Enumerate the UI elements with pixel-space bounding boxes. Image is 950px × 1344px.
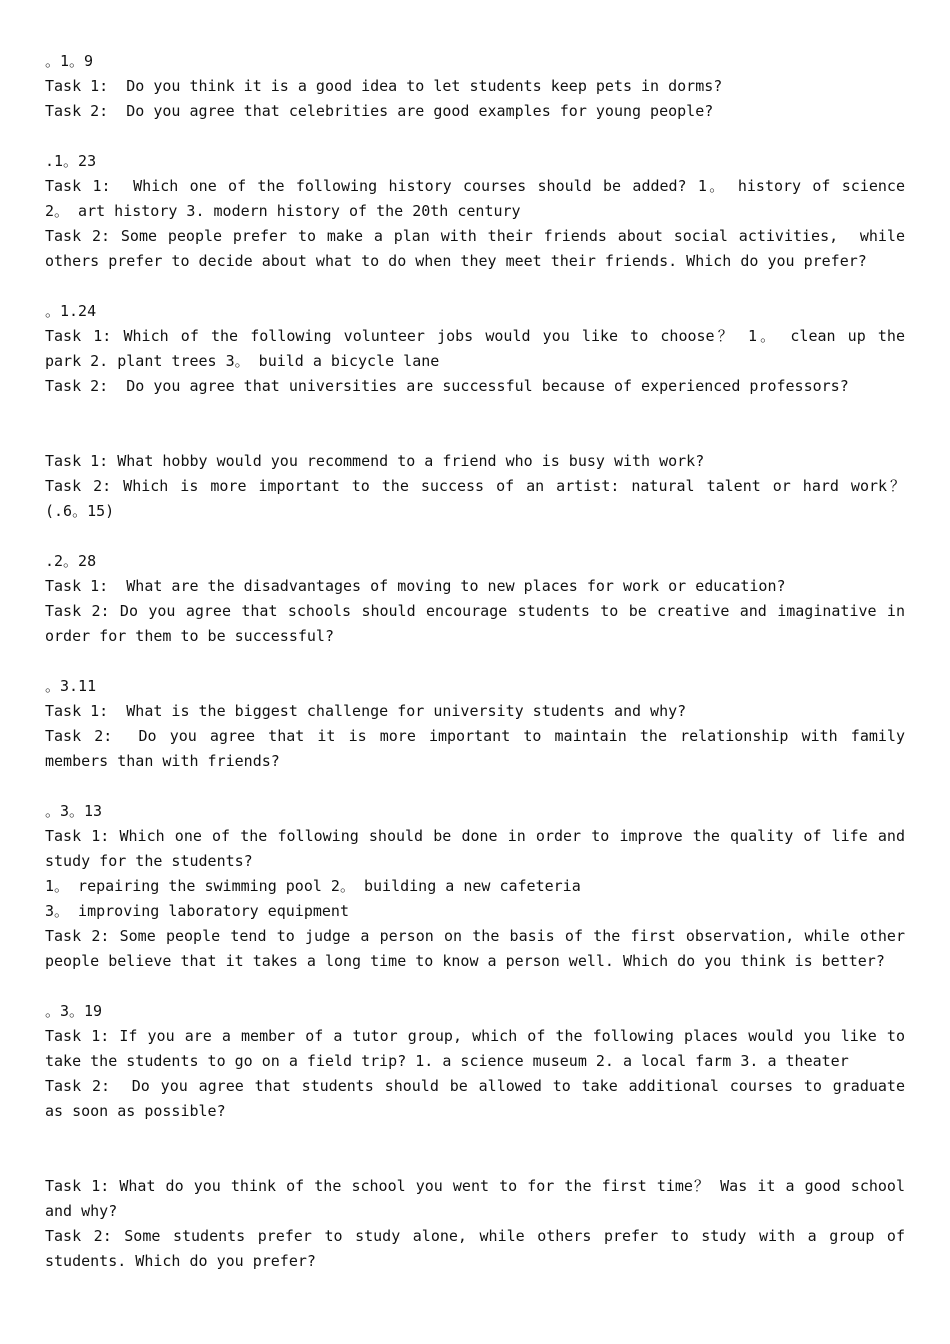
blank-line [45,774,905,799]
task-line: Task 2: Do you agree that schools should encourage students to be creative and imaginative in [45,602,905,620]
task-line: members than with friends? [45,752,280,770]
task-line: Task 1: What is the biggest challenge for university students and why? [45,702,687,720]
date-heading: 。1。9 [45,52,94,70]
task-line: Task 1: Which of the following volunteer jobs would you like to choose？ 1。 clean up the [45,327,905,345]
date-heading: (.6。15) [45,502,115,520]
task-line: 2。 art history 3. modern history of the 20th century [45,202,521,220]
task-line: 1。 repairing the swimming pool 2。 building a new cafeteria [45,877,581,895]
date-heading: .1。23 [45,152,97,170]
task-line: Task 2: Do you agree that universities are successful because of experienced professors? [45,377,849,395]
task-line: Task 2: Some people prefer to make a plan with their friends about social activities, while [45,227,905,245]
task-line: take the students to go on a field trip? 1. a science museum 2. a local farm 3. a theater [45,1052,849,1070]
document-page [45,49,905,1274]
task-line: Task 2: Do you agree that students should be allowed to take additional courses to graduate [45,1077,905,1095]
task-line: Task 2: Some people tend to judge a person on the basis of the first observation, while other [45,927,905,945]
task-line: Task 1: Which one of the following history courses should be added? 1。 history of science [45,177,905,195]
date-heading: 。3.11 [45,677,97,695]
date-heading: 。3。13 [45,802,103,820]
task-line: people believe that it takes a long time to know a person well. Which do you think is better? [45,952,885,970]
blank-line [45,1149,905,1174]
date-heading: .2。28 [45,552,97,570]
task-line: study for the students? [45,852,253,870]
task-line: Task 1: Do you think it is a good idea to let students keep pets in dorms? [45,77,723,95]
blank-line [45,524,905,549]
task-line: Task 1: If you are a member of a tutor group, which of the following places would you like to [45,1027,905,1045]
task-line: Task 1: Which one of the following should be done in order to improve the quality of life and [45,827,905,845]
task-line: Task 2: Some students prefer to study alone, while others prefer to study with a group of [45,1227,905,1245]
task-line: as soon as possible? [45,1102,226,1120]
task-line: Task 2: Do you agree that it is more important to maintain the relationship with family [45,727,905,745]
task-line: students. Which do you prefer? [45,1252,316,1270]
blank-line [45,974,905,999]
task-line: park 2. plant trees 3。 build a bicycle lane [45,352,440,370]
blank-line [45,274,905,299]
task-line: Task 2: Do you agree that celebrities are good examples for young people? [45,102,714,120]
blank-line [45,124,905,149]
blank-line [45,424,905,449]
task-line: order for them to be successful? [45,627,334,645]
task-line: Task 1: What hobby would you recommend to a friend who is busy with work? [45,452,705,470]
task-line: others prefer to decide about what to do when they meet their friends. Which do you prefer? [45,252,867,270]
date-heading: 。1.24 [45,302,97,320]
date-heading: 。3。19 [45,1002,103,1020]
blank-line [45,399,905,424]
blank-line [45,649,905,674]
blank-line [45,1124,905,1149]
task-line: and why? [45,1202,118,1220]
task-line: Task 1: What do you think of the school you went to for the first time？ Was it a good school [45,1177,905,1195]
task-line: 3。 improving laboratory equipment [45,902,349,920]
task-line: Task 1: What are the disadvantages of moving to new places for work or education? [45,577,786,595]
task-line: Task 2: Which is more important to the success of an artist: natural talent or hard work？ [45,477,905,495]
